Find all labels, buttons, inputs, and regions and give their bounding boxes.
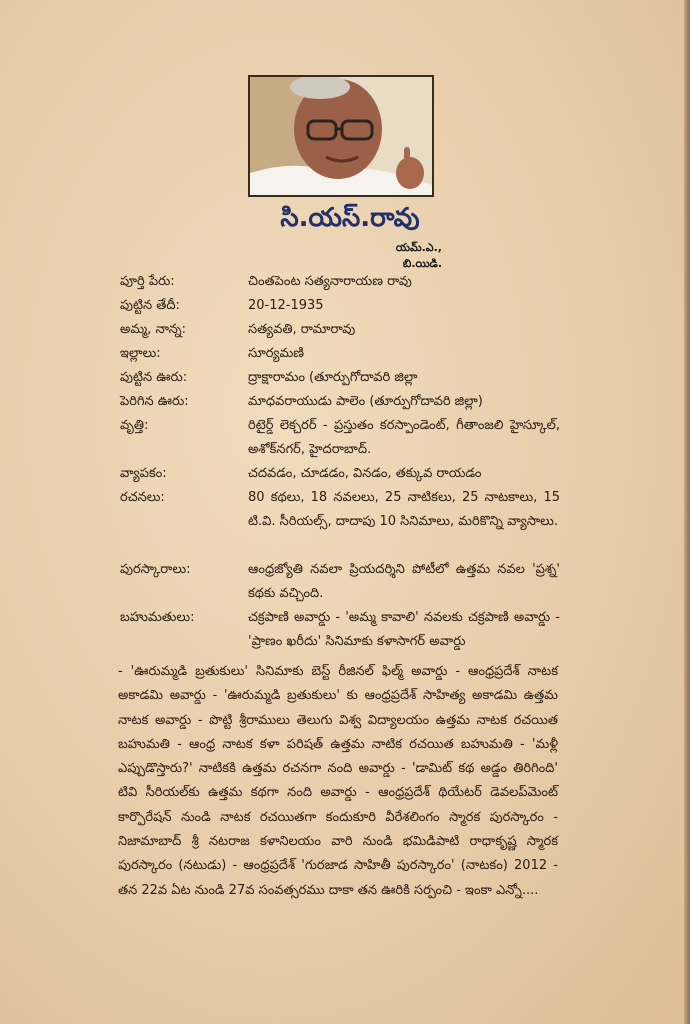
- detail-value: 80 కథలు, 18 నవలలు, 25 నాటికలు, 25 నాటకాలు, 15 టి.వి. సీరియల్స్, దాదాపు 10 సినిమాలు, మరికొన్ని వ్యాసాలు.: [248, 490, 560, 529]
- detail-label: వృత్తి:: [120, 418, 149, 433]
- detail-label: అమ్మ, నాన్న:: [120, 322, 186, 337]
- author-portrait-image: [250, 77, 432, 195]
- detail-label: వ్యాపకం:: [120, 466, 167, 481]
- detail-label: పూర్తి పేరు:: [120, 274, 175, 289]
- detail-value: చక్రపాణి అవార్డు - 'అమ్మ కావాలి' నవలకు చక్రపాణి అవార్డు - 'ప్రాణం ఖరీదు' సినిమాకు కళాసాగర్ అవార్డు: [248, 610, 560, 649]
- detail-label: పెరిగిన ఊరు:: [120, 394, 189, 409]
- detail-value: ద్రాక్షారామం (తూర్పుగోదావరి జిల్లా: [248, 370, 418, 385]
- detail-label: పుట్టిన తేదీ:: [120, 298, 180, 313]
- detail-value: ఆంధ్రజ్యోతి నవలా ప్రియదర్శిని పోటీలో ఉత్తమ నవల 'ప్రశ్న' కథకు వచ్చింది.: [248, 562, 560, 601]
- author-name: సి.యస్.రావు: [280, 203, 420, 233]
- detail-value: చింతపెంట సత్యనారాయణ రావు: [248, 274, 412, 289]
- detail-value: రిటైర్డ్ లెక్చరర్ - ప్రస్తుతం కరస్పాండెంట్, గీతాంజలి హైస్కూల్, అశోక్‌నగర్, హైదరాబాద్.: [248, 418, 560, 457]
- author-degree: యమ్.ఎ., బి.యిడి.: [395, 241, 442, 270]
- detail-label: బహుమతులు:: [120, 610, 195, 625]
- detail-value: సూర్యమణి: [248, 346, 304, 361]
- detail-label: ఇల్లాలు:: [120, 346, 161, 361]
- detail-value: సత్యవతి, రామారావు: [248, 322, 356, 337]
- awards-paragraph: - 'ఊరుమ్మడి బ్రతుకులు' సినిమాకు బెస్ట్ రీజినల్ ఫిల్మ్ అవార్డు - ఆంధ్రప్రదేశ్ నాటక అకాడమి అవార్డు - 'ఊరుమ్మడి బ్రతుకులు' కు ఆంధ్రప్రదేశ్ సాహిత్య అకాడమి ఉత్తమ నాటక అవార్డు - పొట్టి శ్రీరాములు తెలుగు విశ్వ విద్యాలయం ఉత్తమ నాటక రచయిత బహుమతి - ఆంధ్ర నాటక కళా పరిషత్ ఉత్తమ నాటిక రచయిత బహుమతి - 'మళ్లీ ఎప్పుడొస్తారు?' నాటికకి ఉత్తమ రచనగా నంది అవార్డు - 'డామిట్ కథ అడ్డం తిరిగింది' టివి సీరియల్‌కు ఉత్తమ కథగా నంది అవార్డు - ఆంధ్రప్రదేశ్ థియేటర్ డెవలప్‌మెంట్ కార్పొరేషన్ నుండి నాటక రచయితగా కందుకూరి వీరేశలింగం స్మారక పురస్కారం - నిజామాబాద్ శ్రీ నటరాజ కళానిలయం వారి నుండి భమిడిపాటి రాధాకృష్ణ స్మారక పురస్కారం (నటుడు) - ఆంధ్రప్రదేశ్ 'గురజాడ సాహితీ పురస్కారం' (నాటకం) 2012 - తన 22వ ఏట నుండి 27వ సంవత్సరము దాకా తన ఊరికి సర్పంచి - ఇంకా ఎన్నో....: [118, 664, 558, 898]
- page-edge: [684, 0, 690, 1024]
- detail-value: మాధవరాయుడు పాలెం (తూర్పుగోదావరి జిల్లా): [248, 394, 483, 409]
- detail-value: 20-12-1935: [248, 298, 324, 313]
- author-photo: [248, 75, 434, 197]
- detail-label: పురస్కారాలు:: [120, 562, 191, 577]
- detail-label: రచనలు:: [120, 490, 165, 505]
- detail-value: చదవడం, చూడడం, వినడం, తక్కువ రాయడం: [248, 466, 482, 481]
- detail-label: పుట్టిన ఊరు:: [120, 370, 188, 385]
